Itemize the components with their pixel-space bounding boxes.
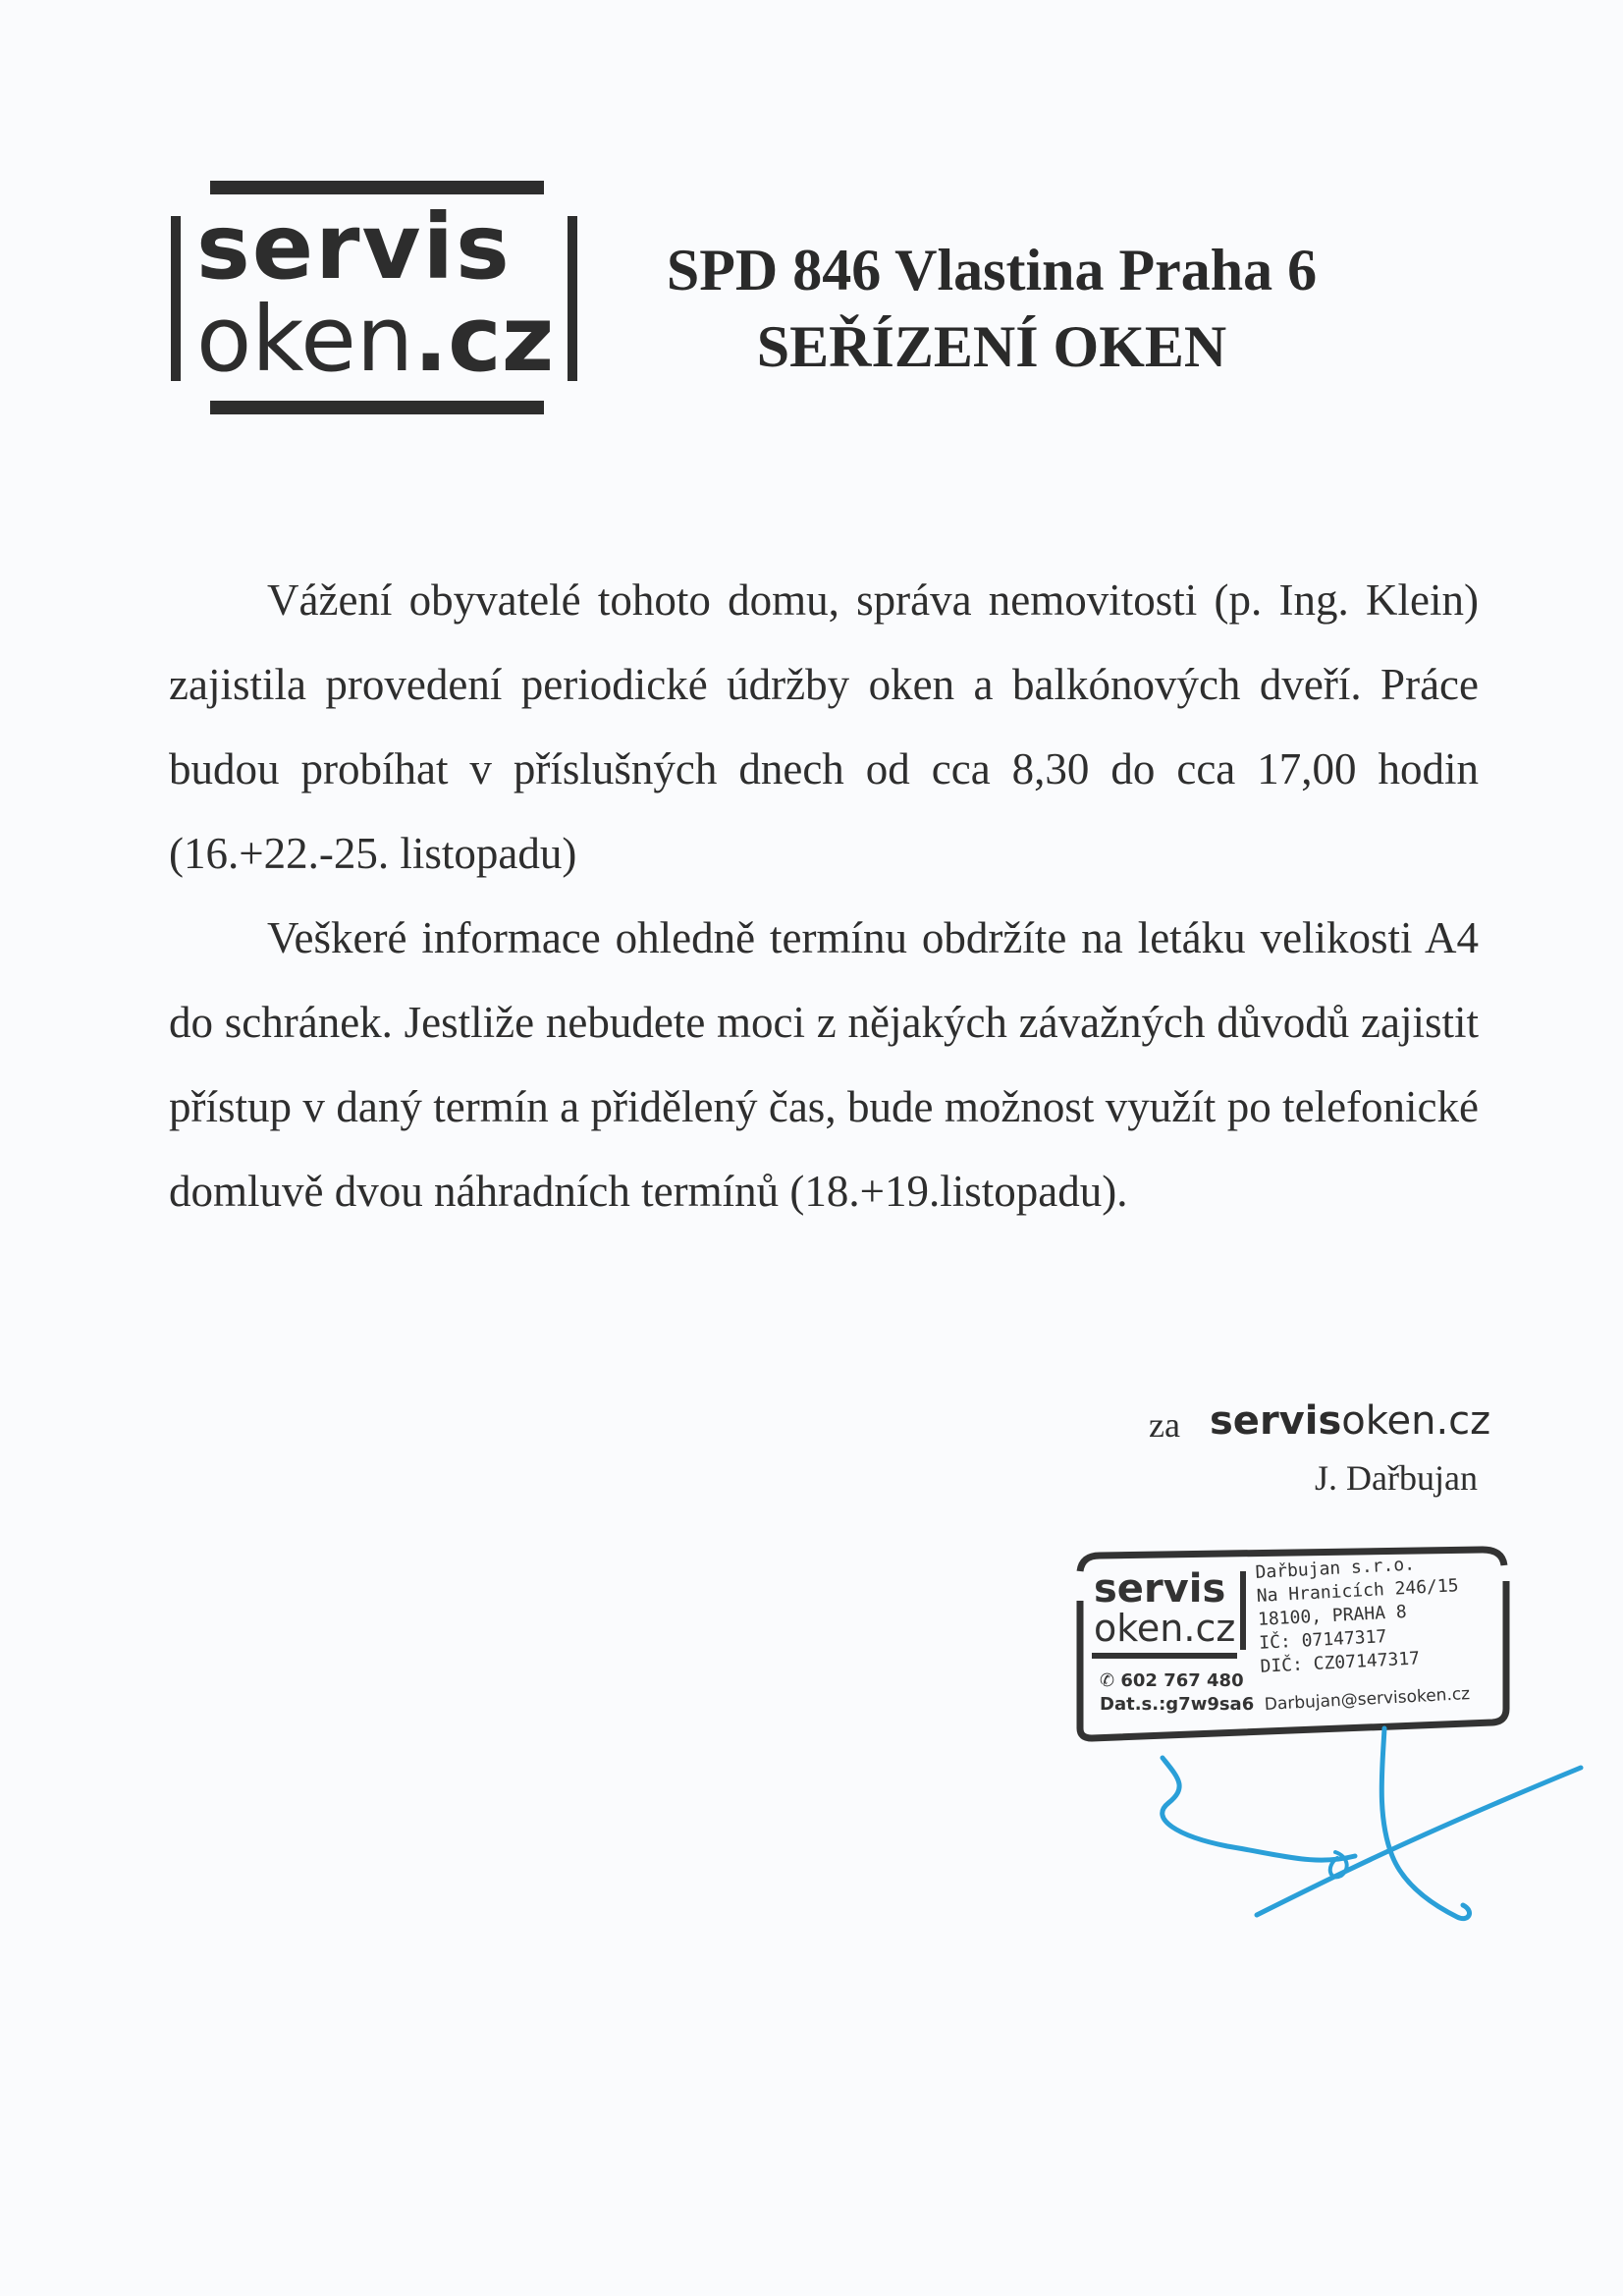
stamp-phone: ✆ 602 767 480 (1100, 1670, 1244, 1691)
logo-right-bracket (568, 216, 577, 381)
header-subtitle: SEŘÍZENÍ OKEN (756, 314, 1227, 379)
signoff-brand (1210, 1398, 1490, 1444)
logo-word-oken: oken (196, 287, 414, 392)
stamp-oken: oken.cz (1094, 1607, 1236, 1650)
logo-word-servis: servis (196, 194, 512, 300)
servisoken-logo (171, 181, 583, 422)
paragraph-2: Veškeré informace ohledně termínu obdržíte na letáku velikosti A4 do schránek. Jestliže nebudete moci z nějakých závažných důvodů zajistit přístup v daný termín a přidělený čas, bude možnost využít po telefonické domluvě dvou náhradních termínů (18.+19.listopadu). (169, 913, 1479, 1216)
stamp-street: Na Hranicích 246/15 (1256, 1575, 1460, 1607)
stamp-dic: DIČ: CZ07147317 (1260, 1648, 1421, 1677)
stamp-company: Dařbujan s.r.o. (1255, 1554, 1416, 1583)
header-title: SPD 846 Vlastina Praha 6 (666, 238, 1318, 302)
logo-word-cz: .cz (413, 287, 555, 392)
stamp-servis: servis (1094, 1566, 1226, 1612)
letter-body (169, 558, 1479, 1233)
signoff-brand-okencz: oken.cz (1341, 1398, 1491, 1444)
stamp-datbox: Dat.s.:g7w9sa6 (1100, 1694, 1255, 1715)
stamp-city: 18100, PRAHA 8 (1257, 1601, 1408, 1630)
handwritten-signature (1119, 1709, 1591, 1925)
logo-word-okencz (196, 287, 569, 392)
logo-bottom-bar (210, 401, 544, 414)
stamp-email: Darbujan@servisoken.cz (1264, 1684, 1471, 1715)
document-header (628, 232, 1355, 385)
stamp-ic: IČ: 07147317 (1258, 1626, 1387, 1654)
signoff-name: J. Dařbujan (1315, 1458, 1478, 1498)
signoff-brand-servis: servis (1210, 1398, 1342, 1444)
paragraph-1: Vážení obyvatelé tohoto domu, správa nemovitosti (p. Ing. Klein) zajistila provedení periodické údržby oken a balkónových dveří. Práce budou probíhat v příslušných dnech od cca 8,30 do cca 17,00 hodin (16.+22.-25. listopadu) (169, 575, 1479, 878)
logo-top-bar (210, 181, 544, 194)
signoff-za: za (1149, 1405, 1180, 1445)
logo-left-bracket (171, 216, 181, 381)
